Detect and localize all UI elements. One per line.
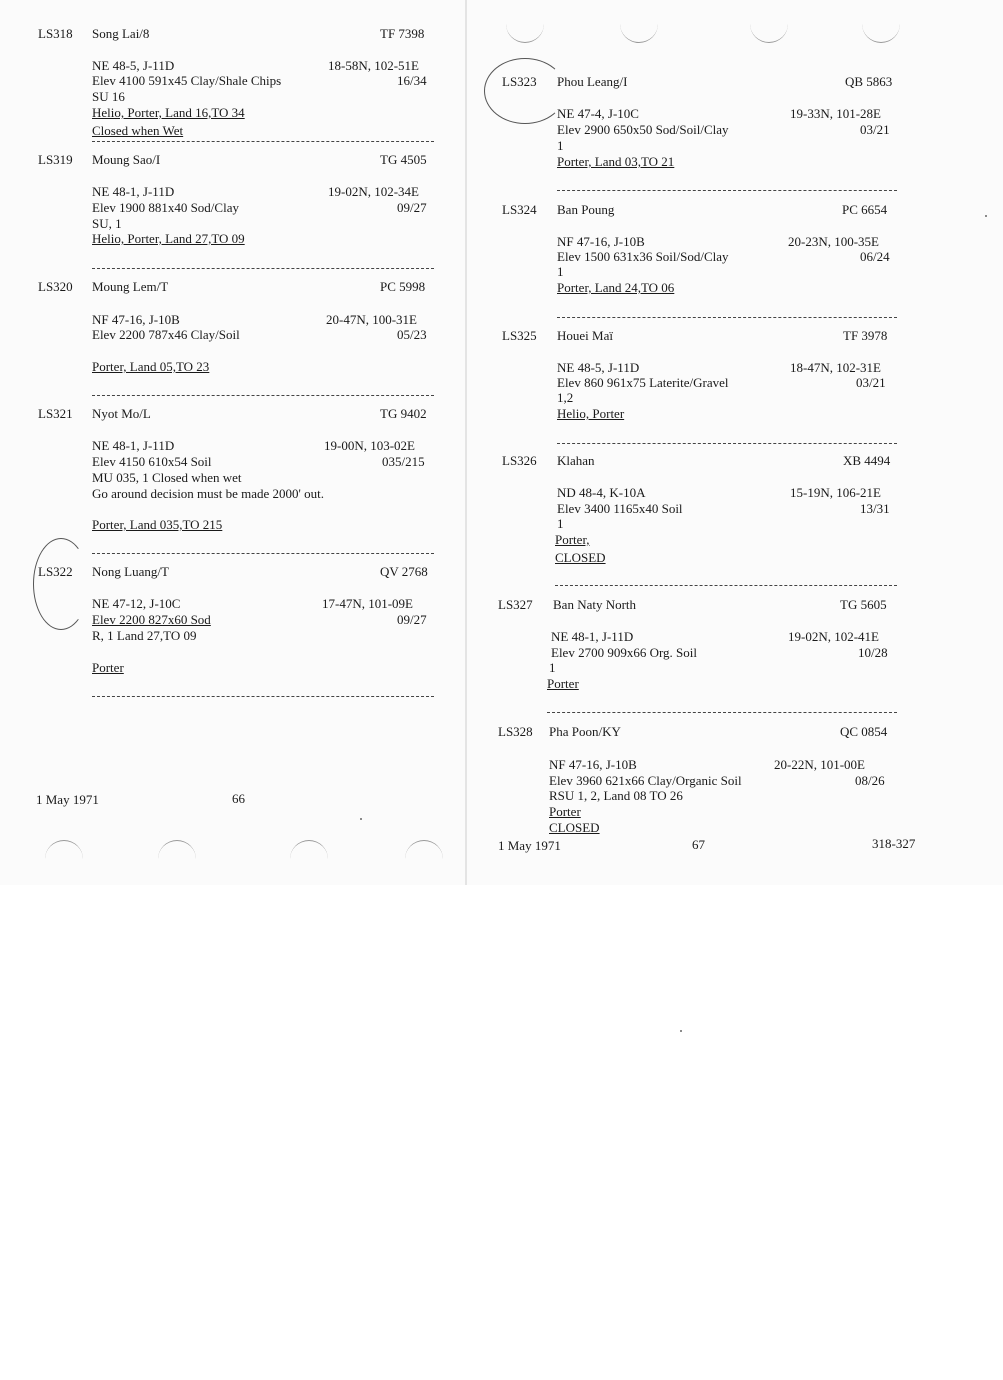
entry-id: LS322 <box>38 564 73 579</box>
entry-grid: PC 6654 <box>842 202 888 217</box>
footer-date: 1 May 1971 <box>36 792 99 807</box>
entry-coords: 19-33N, 101-28E <box>790 106 881 121</box>
entry-elevation: Elev 2700 909x66 Org. Soil <box>551 645 698 660</box>
entry-coords: 19-00N, 103-02E <box>324 438 415 453</box>
hand-drawn-circle <box>33 538 89 630</box>
entry-separator <box>557 317 897 318</box>
paper-speck <box>985 215 987 217</box>
entry-chart: NE 47-12, J-10C <box>92 596 181 611</box>
entry-aircraft: Porter, Land 03,TO 21 <box>557 154 675 169</box>
entry-elevation: Elev 860 961x75 Laterite/Gravel <box>557 375 729 390</box>
entry-id: LS320 <box>38 279 73 294</box>
entry-grid: XB 4494 <box>843 453 891 468</box>
entry-elevation: Elev 2900 650x50 Sod/Soil/Clay <box>557 122 729 137</box>
entry-aircraft: Helio, Porter, Land 16,TO 34 <box>92 105 245 120</box>
entry-separator <box>92 141 434 142</box>
entry-name: Nyot Mo/L <box>92 406 151 421</box>
entry-separator <box>557 190 897 191</box>
entry-elevation: Elev 1900 881x40 Sod/Clay <box>92 200 239 215</box>
paper-speck <box>360 818 362 820</box>
entry-runway: 16/34 <box>397 73 427 88</box>
entry-runway: 06/24 <box>860 249 890 264</box>
entry-separator <box>557 443 897 444</box>
entry-id: LS328 <box>498 724 533 739</box>
entry-elevation: Elev 3960 621x66 Clay/Organic Soil <box>549 773 742 788</box>
entry-runway: 03/21 <box>860 122 890 137</box>
entry-note: Go around decision must be made 2000' out. <box>92 486 324 501</box>
entry-id: LS319 <box>38 152 73 167</box>
hand-drawn-circle <box>484 58 566 124</box>
entry-grid: TG 5605 <box>840 597 887 612</box>
entry-status: Closed when Wet <box>92 123 184 138</box>
entry-surface: 1 <box>557 516 564 531</box>
entry-elevation: Elev 2200 787x46 Clay/Soil <box>92 327 240 342</box>
entry-separator <box>555 585 897 586</box>
entry-name: Phou Leang/I <box>557 74 628 89</box>
entry-elevation: Elev 4100 591x45 Clay/Shale Chips <box>92 73 282 88</box>
entry-separator <box>92 268 434 269</box>
entry-surface: 1 <box>557 264 564 279</box>
page-number: 66 <box>232 791 245 806</box>
entry-runway: 08/26 <box>855 773 885 788</box>
entry-id: LS318 <box>38 26 73 41</box>
entry-id: LS327 <box>498 597 533 612</box>
entry-aircraft: Helio, Porter <box>557 406 625 421</box>
entry-surface: 1 <box>557 138 564 153</box>
entry-grid: QC 0854 <box>840 724 888 739</box>
entry-grid: PC 5998 <box>380 279 426 294</box>
page-range: 318-327 <box>872 836 916 851</box>
entry-aircraft: Helio, Porter, Land 27,TO 09 <box>92 231 245 246</box>
entry-elevation: Elev 3400 1165x40 Soil <box>557 501 683 516</box>
entry-name: Moung Sao/I <box>92 152 161 167</box>
entry-surface: 1 <box>549 660 556 675</box>
entry-aircraft: Porter <box>92 660 124 675</box>
entry-chart: NE 48-1, J-11D <box>551 629 634 644</box>
entry-runway: 13/31 <box>860 501 890 516</box>
entry-aircraft: Porter, Land 24,TO 06 <box>557 280 675 295</box>
entry-coords: 17-47N, 101-09E <box>322 596 413 611</box>
entry-chart: NF 47-16, J-10B <box>557 234 645 249</box>
entry-aircraft: Porter <box>547 676 579 691</box>
entry-id: LS321 <box>38 406 73 421</box>
entry-surface: R, 1 Land 27,TO 09 <box>92 628 197 643</box>
entry-coords: 20-23N, 100-35E <box>788 234 879 249</box>
entry-name: Ban Poung <box>557 202 615 217</box>
entry-elevation: Elev 1500 631x36 Soil/Sod/Clay <box>557 249 729 264</box>
entry-coords: 18-58N, 102-51E <box>328 58 419 73</box>
entry-surface: RSU 1, 2, Land 08 TO 26 <box>549 788 683 803</box>
entry-coords: 20-22N, 101-00E <box>774 757 865 772</box>
entry-chart: NF 47-16, J-10B <box>549 757 637 772</box>
entry-chart: ND 48-4, K-10A <box>557 485 646 500</box>
entry-aircraft: Porter <box>549 804 581 819</box>
page-number: 67 <box>692 837 705 852</box>
entry-aircraft: Porter, Land 05,TO 23 <box>92 359 210 374</box>
entry-grid: TG 9402 <box>380 406 427 421</box>
entry-name: Nong Luang/T <box>92 564 169 579</box>
paper-speck <box>680 1030 682 1032</box>
entry-chart: NE 48-1, J-11D <box>92 438 175 453</box>
page-fold <box>465 0 467 885</box>
entry-name: Pha Poon/KY <box>549 724 621 739</box>
entry-id: LS323 <box>502 74 537 89</box>
entry-runway: 10/28 <box>858 645 888 660</box>
entry-name: Houei Maï <box>557 328 613 343</box>
entry-elevation: Elev 4150 610x54 Soil <box>92 454 212 469</box>
entry-separator <box>92 395 434 396</box>
entry-coords: 19-02N, 102-34E <box>328 184 419 199</box>
entry-chart: NE 48-1, J-11D <box>92 184 175 199</box>
entry-name: Ban Naty North <box>553 597 637 612</box>
entry-id: LS326 <box>502 453 537 468</box>
entry-grid: QB 5863 <box>845 74 893 89</box>
entry-status: CLOSED <box>549 820 600 835</box>
entry-aircraft: Porter, <box>555 532 590 547</box>
entry-runway: 035/215 <box>382 454 425 469</box>
entry-surface: 1,2 <box>557 390 574 405</box>
entry-chart: NE 48-5, J-11D <box>557 360 640 375</box>
entry-surface: SU, 1 <box>92 216 122 231</box>
entry-name: Song Lai/8 <box>92 26 150 41</box>
entry-chart: NF 47-16, J-10B <box>92 312 180 327</box>
entry-surface: MU 035, 1 Closed when wet <box>92 470 242 485</box>
entry-runway: 09/27 <box>397 612 427 627</box>
entry-runway: 09/27 <box>397 200 427 215</box>
entry-coords: 15-19N, 106-21E <box>790 485 881 500</box>
entry-coords: 20-47N, 100-31E <box>326 312 417 327</box>
entry-separator <box>547 712 897 713</box>
entry-runway: 03/21 <box>856 375 886 390</box>
entry-surface: SU 16 <box>92 89 125 104</box>
entry-grid: TF 7398 <box>380 26 425 41</box>
entry-grid: TF 3978 <box>843 328 888 343</box>
entry-elevation: Elev 2200 827x60 Sod <box>92 612 211 627</box>
entry-grid: QV 2768 <box>380 564 428 579</box>
entry-name: Klahan <box>557 453 595 468</box>
entry-coords: 18-47N, 102-31E <box>790 360 881 375</box>
entry-coords: 19-02N, 102-41E <box>788 629 879 644</box>
entry-aircraft: Porter, Land 035,TO 215 <box>92 517 223 532</box>
entry-chart: NE 48-5, J-11D <box>92 58 175 73</box>
entry-separator <box>92 553 434 554</box>
footer-date: 1 May 1971 <box>498 838 561 853</box>
entry-chart: NE 47-4, J-10C <box>557 106 639 121</box>
entry-id: LS325 <box>502 328 537 343</box>
entry-id: LS324 <box>502 202 537 217</box>
entry-runway: 05/23 <box>397 327 427 342</box>
entry-status: CLOSED <box>555 550 606 565</box>
entry-separator <box>92 696 434 697</box>
entry-grid: TG 4505 <box>380 152 427 167</box>
entry-name: Moung Lem/T <box>92 279 169 294</box>
